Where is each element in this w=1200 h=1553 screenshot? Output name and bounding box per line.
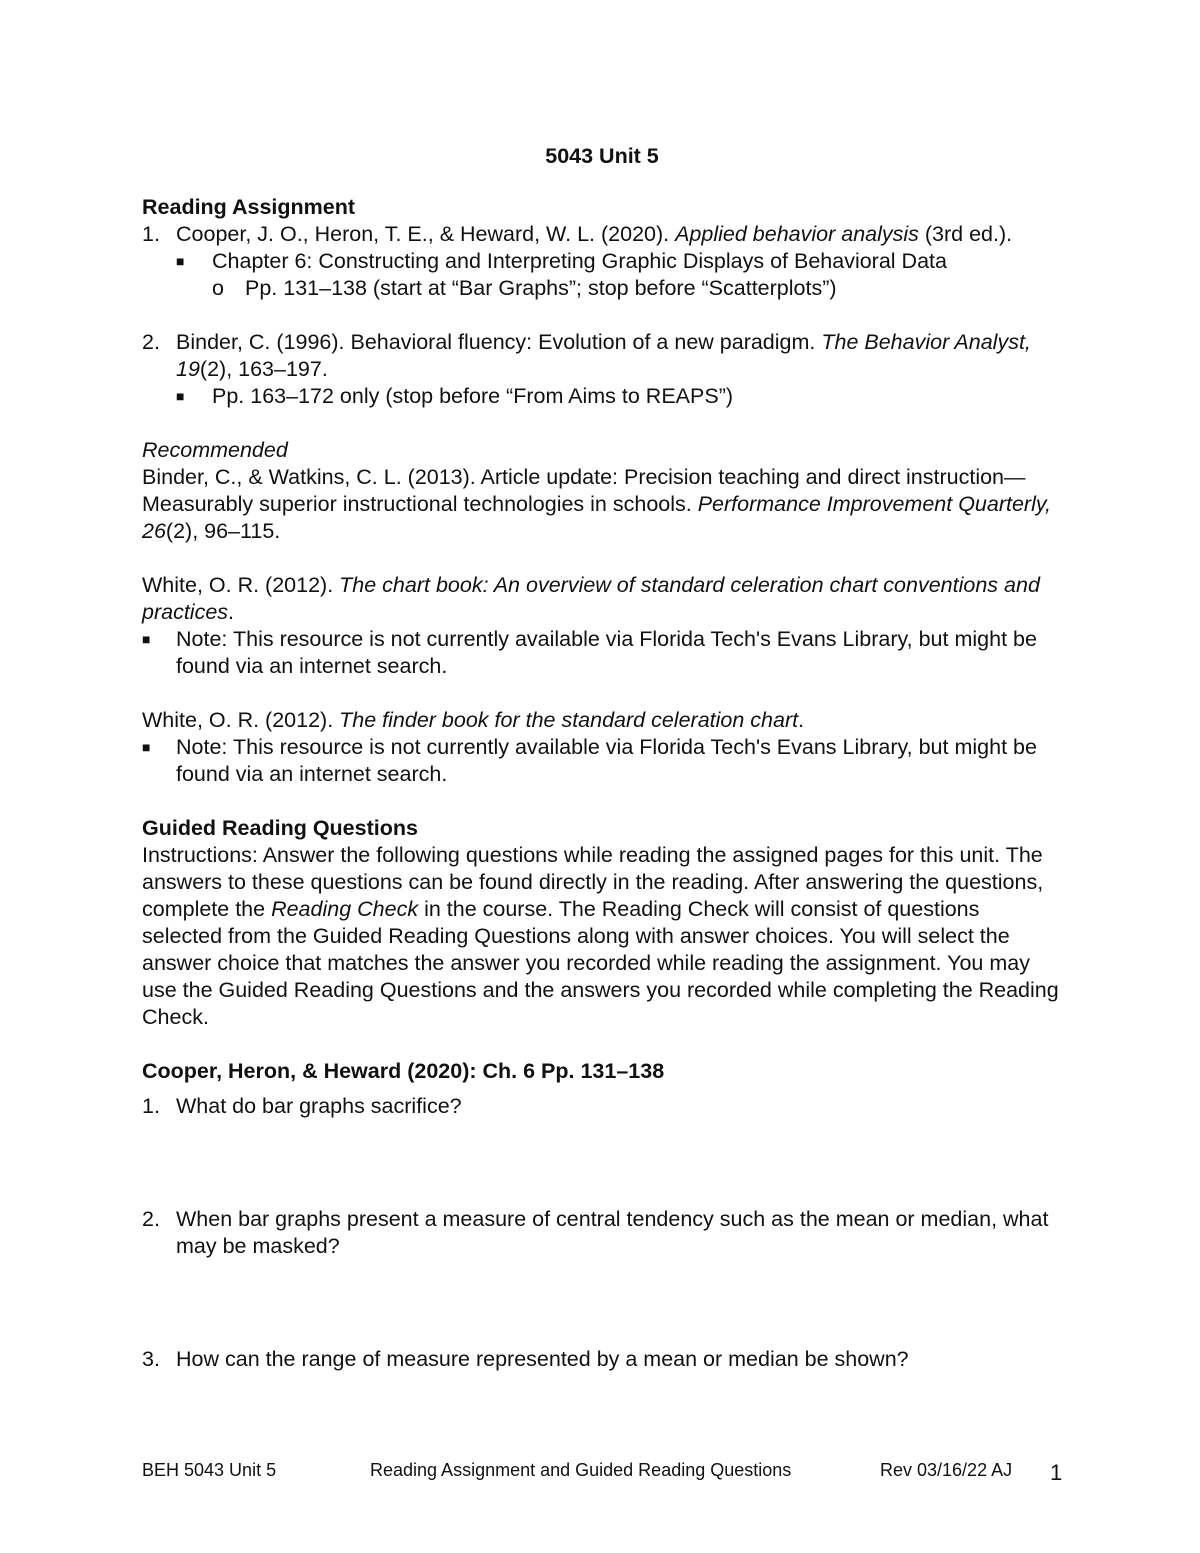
page-title: 5043 Unit 5	[545, 144, 659, 168]
instructions-paragraph: Instructions: Answer the following questions while reading the assigned pages for this unit. The answers to these questions can be found directly in the reading. After answering the questions, complete the Reading Check in the course. The Reading Check will consist of questions selected from the Guided Reading Questions along with answer choices. You will select the answer choice that matches the answer you recorded while reading the assignment. You may use the Guided Reading Questions and the answers you recorded while completing the Reading Check.	[142, 843, 1059, 1029]
sub-bullet-item	[142, 275, 1062, 302]
question-item	[142, 1206, 1062, 1260]
question-number: 2.	[142, 1207, 160, 1231]
square-bullet-icon: ■	[176, 253, 185, 269]
reference-item	[142, 221, 1062, 248]
reference-title: The Behavior Analyst, 19	[176, 330, 1031, 381]
reference-text: Binder, C. (1996). Behavioral fluency: Evolution of a new paradigm.	[176, 330, 822, 354]
sub-bullet-text: Pp. 131–138 (start at “Bar Graphs”; stop before “Scatterplots”)	[245, 276, 837, 300]
square-bullet-icon: ■	[142, 631, 151, 647]
circle-bullet-icon: o	[212, 276, 224, 300]
reference-text: Cooper, J. O., Heron, T. E., & Heward, W. L. (2020).	[176, 222, 676, 246]
bullet-text: Chapter 6: Constructing and Interpreting Graphic Displays of Behavioral Data	[212, 249, 947, 273]
note-item	[142, 626, 1062, 680]
note-text: Note: This resource is not currently available via Florida Tech's Evans Library, but might be found via an internet search.	[176, 627, 1037, 678]
question-number: 1.	[142, 1094, 160, 1118]
reference-item	[142, 329, 1062, 383]
question-text: What do bar graphs sacrifice?	[176, 1094, 462, 1118]
note-text: Note: This resource is not currently available via Florida Tech's Evans Library, but might be found via an internet search.	[176, 735, 1037, 786]
list-number: 1.	[142, 222, 160, 246]
question-text: When bar graphs present a measure of central tendency such as the mean or median, what may be masked?	[176, 1207, 1049, 1258]
question-item	[142, 1093, 1062, 1120]
footer-course: BEH 5043 Unit 5	[142, 1460, 277, 1480]
reference-title: Applied behavior analysis	[675, 222, 919, 246]
square-bullet-icon: ■	[176, 388, 185, 404]
bullet-item	[142, 383, 1062, 410]
note-item	[142, 734, 1062, 788]
reading-assignment-heading: Reading Assignment	[142, 195, 356, 219]
question-number: 3.	[142, 1347, 160, 1371]
document-body	[142, 143, 1062, 1373]
footer-document-title: Reading Assignment and Guided Reading Questions	[370, 1460, 792, 1480]
section-heading: Cooper, Heron, & Heward (2020): Ch. 6 Pp. 131–138	[142, 1059, 665, 1083]
list-number: 2.	[142, 330, 160, 354]
footer-revision: Rev 03/16/22 AJ	[880, 1460, 1013, 1480]
bullet-text: Pp. 163–172 only (stop before “From Aims to REAPS”)	[212, 384, 734, 408]
recommended-reference: Binder, C., & Watkins, C. L. (2013). Article update: Precision teaching and direct instruction—Measurably superior instructional technologies in schools. Performance Improvement Quarterly, 26(2), 96–115.	[142, 465, 1051, 543]
recommended-reference: White, O. R. (2012). The finder book for the standard celeration chart.	[142, 708, 805, 732]
guided-reading-heading: Guided Reading Questions	[142, 816, 418, 840]
reference-text-end: (3rd ed.).	[918, 222, 1013, 246]
recommended-reference: White, O. R. (2012). The chart book: An overview of standard celeration chart conventions and practices.	[142, 573, 1040, 624]
question-text: How can the range of measure represented by a mean or median be shown?	[176, 1347, 909, 1371]
reference-text-end: (2), 163–197.	[199, 357, 328, 381]
page-number: 1	[1050, 1460, 1063, 1485]
bullet-item	[142, 248, 1062, 275]
recommended-label: Recommended	[142, 438, 288, 462]
question-item	[142, 1346, 1062, 1373]
square-bullet-icon: ■	[142, 739, 151, 755]
